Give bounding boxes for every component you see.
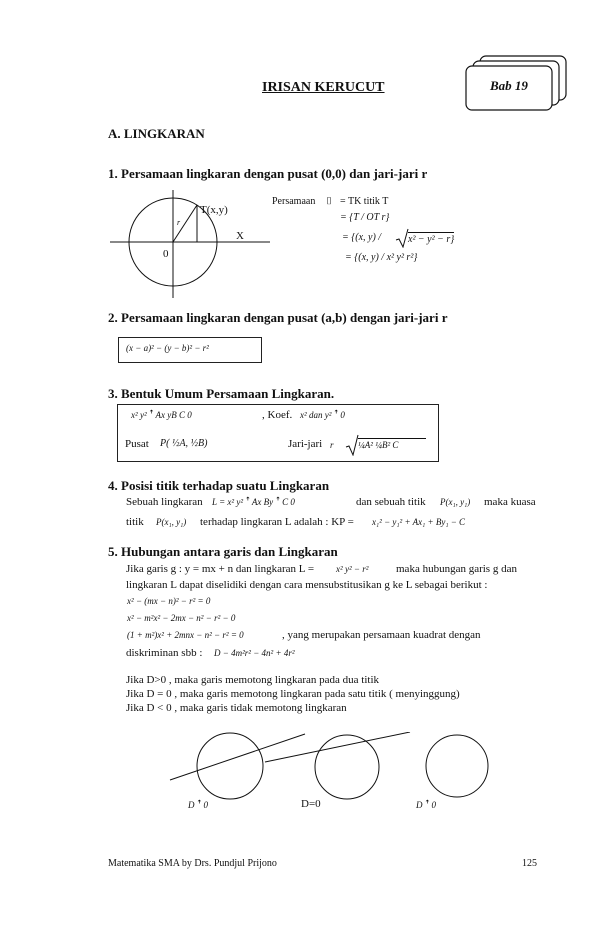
equation-line-4: = {(x, y) / x² y² r²} (345, 252, 418, 263)
origin-label: 0 (163, 248, 169, 260)
s4-line2-formula: x₁² − y₁² + Ax₁ + By₁ − C (372, 517, 466, 527)
circle-origin-diagram (105, 190, 275, 300)
s5-line2: lingkaran L dapat diselidiki dengan cara mensubstitusikan g ke L sebagai berikut : (126, 579, 488, 591)
s5-eq-b: x² − m²x² − 2mx − n² − r² − 0 (127, 613, 236, 623)
koef-label: , Koef. (262, 409, 293, 421)
s5-line1-text-a: Jika garis g : y = mx + n dan lingkaran L = (126, 563, 315, 575)
s5-line1-formula: x² y² − r² (336, 564, 369, 574)
center-formula: P( ½A, ½B) (160, 438, 208, 449)
fig-label-3: D ꜛ 0 (416, 800, 436, 810)
radius-sqrt-content: ¼A² ¼B² C (358, 438, 426, 450)
s4-line1-formula: L = x² y² ꜛ Ax By ꜛ C 0 (212, 497, 295, 507)
chapter-badge-label: Bab 19 (490, 78, 528, 93)
s5-eq-a: x² − (mx − n)² − r² = 0 (127, 596, 211, 606)
line-circle-diagrams (165, 732, 495, 802)
subsection-heading-4: 4. Posisi titik terhadap suatu Lingkaran (108, 478, 330, 493)
page-title: IRISAN KERUCUT (262, 80, 385, 95)
sqrt-sign (395, 228, 409, 248)
subsection-heading-2: 2. Persamaan lingkaran dengan pusat (a,b) dengan jari-jari r (108, 310, 448, 325)
koef-formula: x² dan y² ꜛ 0 (300, 410, 345, 420)
radius-text-label: Jari-jari (288, 438, 323, 450)
equation-line-2: = {T / OT r} (340, 212, 390, 223)
fig-label-2: D=0 (301, 798, 321, 810)
equation-symbol: ⌷ (326, 196, 332, 207)
s5-case-2: Jika D = 0 , maka garis memotong lingkaran pada satu titik ( menyinggung) (126, 688, 460, 700)
equation-label: Persamaan (272, 196, 316, 207)
general-form-formula: x² y² ꜛ Ax yB C 0 (131, 410, 192, 420)
page-number: 125 (522, 858, 537, 869)
equation-line-1: = TK titik T (340, 196, 389, 207)
s5-eq-c: (1 + m²)x² + 2mnx − n² − r² = 0 (127, 630, 244, 640)
x-axis-label: X (236, 230, 244, 242)
equation-line-3b: x² − y² − r} (408, 234, 455, 245)
sqrt-sign-2 (345, 434, 359, 456)
s4-line2-text-a: titik (126, 516, 144, 528)
s5-eq-c-text: , yang merupakan persamaan kuadrat dengan (282, 629, 481, 641)
s4-line1-text-a: Sebuah lingkaran (126, 496, 203, 508)
s5-line1-text-b: maka hubungan garis g dan (396, 563, 517, 575)
s4-line2-text-b: terhadap lingkaran L adalah : KP = (200, 516, 354, 528)
s5-case-1: Jika D>0 , maka garis memotong lingkaran pada dua titik (126, 674, 380, 686)
subsection-heading-3: 3. Bentuk Umum Persamaan Lingkaran. (108, 386, 335, 401)
point-label: T(x,y) (200, 204, 228, 216)
radius-formula: r (330, 440, 334, 450)
fig-label-1: D ꜛ 0 (188, 800, 208, 810)
s5-case-3: Jika D < 0 , maka garis tidak memotong lingkaran (126, 702, 347, 714)
s4-line1-text-b: dan sebuah titik (356, 496, 426, 508)
s4-line1-point: P(x₁, y₁) (440, 497, 471, 507)
equation-line-3a: = {(x, y) / (342, 232, 382, 243)
s4-line1-text-c: maka kuasa (484, 496, 536, 508)
footer-left: Matematika SMA by Drs. Pundjul Prijono (108, 858, 277, 869)
s5-disc-formula: D − 4m²r² − 4n² + 4r² (214, 648, 295, 658)
radius-label: r (177, 218, 181, 227)
subsection-heading-1: 1. Persamaan lingkaran dengan pusat (0,0) dan jari-jari r (108, 166, 428, 181)
subsection-heading-5: 5. Hubungan antara garis dan Lingkaran (108, 544, 338, 559)
formula-circle-general: (x − a)² − (y − b)² − r² (126, 343, 209, 353)
s4-line2-point: P(x₁, y₁) (156, 517, 187, 527)
s5-disc-label: diskriminan sbb : (126, 647, 203, 659)
section-heading: A. LINGKARAN (108, 126, 205, 141)
center-label: Pusat (125, 438, 149, 450)
